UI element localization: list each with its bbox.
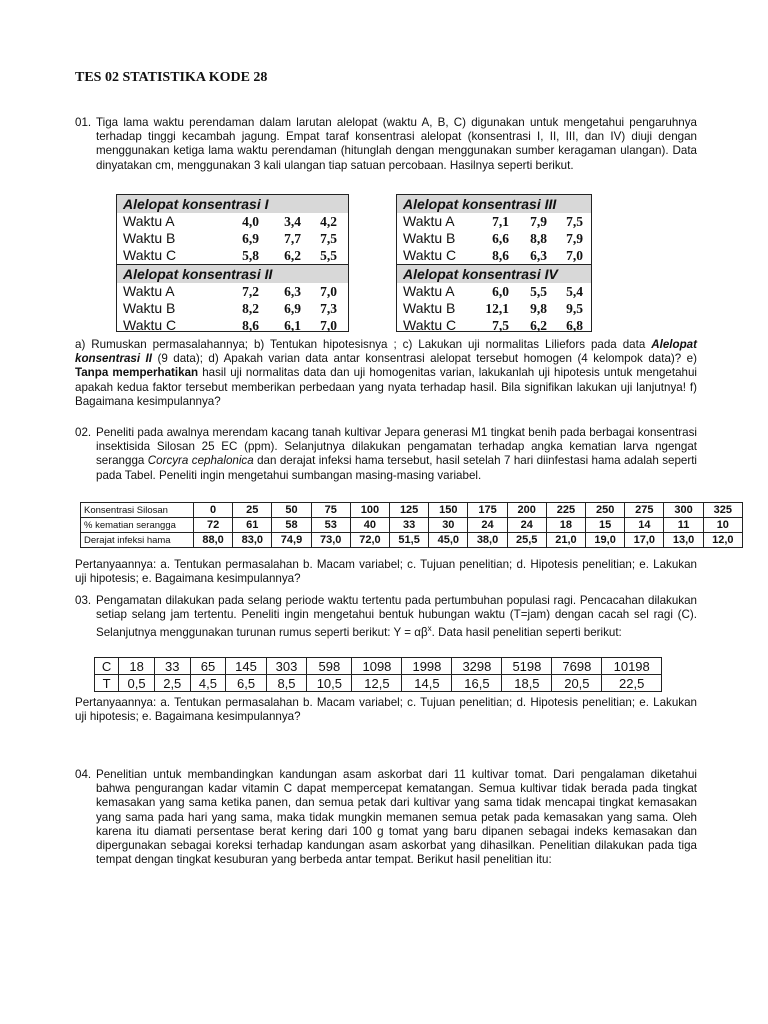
cell: 250: [586, 503, 625, 518]
cell: 72,0: [350, 533, 389, 548]
cell: 8,5: [266, 675, 306, 692]
question-number: 02.: [75, 426, 92, 439]
table-row: [95, 658, 662, 675]
question-3-text: Pengamatan dilakukan pada selang periode waktu tertentu pada pertumbuhan populasi ragi. Pencacahan dilakukan setiap selang jam tertentu. Peneliti ingin mengetahui bentuk hubungan waktu (T=jam) dengan cacah sel ragi (C). Selanjutnya menggunakan turunan rumus seperti berikut:: [96, 594, 697, 640]
row-label: Waktu A: [123, 213, 175, 229]
cell: 18,5: [502, 675, 552, 692]
cell: 33: [390, 518, 429, 533]
cell: 83,0: [233, 533, 272, 548]
value-cell: 7,9: [566, 231, 583, 246]
value-cell: 3,4: [284, 214, 301, 229]
cell: 16,5: [452, 675, 502, 692]
table-row: [81, 533, 743, 548]
row-label: Konsentrasi Silosan: [81, 503, 194, 518]
cell: 65: [190, 658, 226, 675]
cell: 14: [625, 518, 664, 533]
group-header: Alelopat konsentrasi II: [117, 264, 348, 283]
row-label: C: [95, 658, 119, 675]
value-cell: 8,6: [492, 248, 509, 263]
cell: 275: [625, 503, 664, 518]
row-label: Waktu A: [403, 283, 455, 299]
value-cell: 7,5: [566, 214, 583, 229]
cell: 14,5: [402, 675, 452, 692]
group-header: Alelopat konsentrasi III: [397, 195, 591, 213]
cell: 17,0: [625, 533, 664, 548]
cell: 51,5: [390, 533, 429, 548]
row-label: Waktu C: [403, 317, 457, 333]
row-label: Waktu B: [123, 300, 176, 316]
cell: 12,5: [352, 675, 402, 692]
subquestion-text-b: (9 data); d) Apakah varian data antar konsentrasi alelopat tersebut homogen (4 kelompok data)? e): [157, 352, 697, 366]
question-3-text-end: . Data hasil penelitian seperti berikut:: [431, 626, 622, 640]
table-row: [81, 503, 743, 518]
cell: 325: [703, 503, 742, 518]
cell: 88,0: [194, 533, 233, 548]
cell: 24: [468, 518, 507, 533]
question-2-text-b: dan derajat infeksi hama tersebut, hasil setelah 7 hari diinfestasi hama adalah seperti pada Tabel. Peneliti ingin mengetahui sumbangan masing-masing variabel.: [96, 454, 697, 482]
cell: 45,0: [429, 533, 468, 548]
page-title: TES 02 STATISTIKA KODE 28: [75, 70, 268, 85]
cell: 38,0: [468, 533, 507, 548]
value-cell: 4,2: [320, 214, 337, 229]
value-cell: 7,7: [284, 231, 301, 246]
cell: 25,5: [507, 533, 546, 548]
row-label: Derajat infeksi hama: [81, 533, 194, 548]
value-cell: 5,5: [320, 248, 337, 263]
value-cell: 9,5: [566, 301, 583, 316]
cell: 6,5: [226, 675, 266, 692]
question-3: [75, 594, 697, 640]
value-cell: 9,8: [530, 301, 547, 316]
cell: 11: [664, 518, 703, 533]
cell: 125: [390, 503, 429, 518]
subquestion-text-c: hasil uji normalitas data dan uji homogenitas varian, lakukanlah uji hipotesis untuk mengetahui apakah kedua faktor tersebut memberikan perbedaan yang nyata terhadap hasil. Bila signifikan lakukan uji lanjutnya! f) Bagaimana kesimpulannya?: [75, 366, 697, 408]
question-3-questions: Pertanyaannya: a. Tentukan permasalahan b. Macam variabel; c. Tujuan penelitian; d. Hipotesis penelitian; e. Lakukan uji hipotesis; e. Bagaimana kesimpulannya?: [75, 696, 697, 724]
question-4: [75, 768, 697, 867]
group-header: Alelopat konsentrasi I: [117, 195, 348, 213]
cell: 598: [307, 658, 352, 675]
cell: 73,0: [311, 533, 350, 548]
cell: 4,5: [190, 675, 226, 692]
ragi-table: [94, 657, 662, 692]
subquestion-emphasis-2: Tanpa memperhatikan: [75, 366, 199, 380]
question-2-subquestions: [75, 558, 697, 586]
cell: 13,0: [664, 533, 703, 548]
row-label: Waktu C: [123, 247, 177, 263]
value-cell: 7,3: [320, 301, 337, 316]
value-cell: 5,5: [530, 284, 547, 299]
cell: 61: [233, 518, 272, 533]
subquestion-emphasis: Alelopat konsentrasi II: [75, 338, 697, 366]
value-cell: 6,3: [284, 284, 301, 299]
value-cell: 8,2: [242, 301, 259, 316]
cell: 30: [429, 518, 468, 533]
species-name: Corcyra cephalonica: [147, 454, 254, 468]
question-3-subquestions: [75, 696, 697, 724]
value-cell: 7,0: [320, 284, 337, 299]
value-cell: 7,0: [320, 318, 337, 333]
box-konsentrasi-3-4: [396, 194, 592, 332]
cell: 10: [703, 518, 742, 533]
question-2: [75, 426, 697, 483]
question-number: 03.: [75, 594, 92, 607]
value-cell: 7,2: [242, 284, 259, 299]
cell: 21,0: [546, 533, 585, 548]
question-2-questions: Pertanyaannya: a. Tentukan permasalahan b. Macam variabel; c. Tujuan penelitian; d. Hipotesis penelitian; e. Lakukan uji hipotesis; e. Bagaimana kesimpulannya?: [75, 558, 697, 586]
cell: 0: [194, 503, 233, 518]
cell: 15: [586, 518, 625, 533]
value-cell: 6,2: [284, 248, 301, 263]
value-cell: 6,8: [566, 318, 583, 333]
silosan-table: [80, 502, 743, 548]
table-row: [81, 518, 743, 533]
value-cell: 6,2: [530, 318, 547, 333]
cell: 0,5: [119, 675, 155, 692]
subquestion-text-a: a) Rumuskan permasalahannya; b) Tentukan hipotesisnya ; c) Lakukan uji normalitas Liliefors pada data: [75, 338, 646, 351]
cell: 58: [272, 518, 311, 533]
cell: 10198: [602, 658, 662, 675]
value-cell: 6,6: [492, 231, 509, 246]
value-cell: 7,0: [566, 248, 583, 263]
question-1-subquestions: [75, 338, 697, 409]
cell: 75: [311, 503, 350, 518]
cell: 225: [546, 503, 585, 518]
cell: 72: [194, 518, 233, 533]
cell: 24: [507, 518, 546, 533]
cell: 150: [429, 503, 468, 518]
value-cell: 7,9: [530, 214, 547, 229]
value-cell: 5,8: [242, 248, 259, 263]
value-cell: 7,1: [492, 214, 509, 229]
cell: 19,0: [586, 533, 625, 548]
row-label: Waktu A: [403, 213, 455, 229]
cell: 1098: [352, 658, 402, 675]
cell: 303: [266, 658, 306, 675]
cell: 145: [226, 658, 266, 675]
value-cell: 5,4: [566, 284, 583, 299]
row-label: Waktu B: [123, 230, 176, 246]
box-konsentrasi-1-2: [116, 194, 349, 332]
question-1: [75, 116, 697, 173]
cell: 200: [507, 503, 546, 518]
cell: 300: [664, 503, 703, 518]
cell: 2,5: [154, 675, 190, 692]
cell: 40: [350, 518, 389, 533]
row-label: Waktu C: [403, 247, 457, 263]
value-cell: 6,0: [492, 284, 509, 299]
cell: 175: [468, 503, 507, 518]
question-number: 04.: [75, 768, 92, 781]
cell: 18: [119, 658, 155, 675]
value-cell: 8,6: [242, 318, 259, 333]
row-label: Waktu C: [123, 317, 177, 333]
value-cell: 6,3: [530, 248, 547, 263]
value-cell: 7,5: [320, 231, 337, 246]
cell: 18: [546, 518, 585, 533]
cell: 5198: [502, 658, 552, 675]
value-cell: 8,8: [530, 231, 547, 246]
value-cell: 12,1: [485, 301, 509, 316]
row-label: Waktu A: [123, 283, 175, 299]
cell: 33: [154, 658, 190, 675]
question-4-text: Penelitian untuk membandingkan kandungan asam askorbat dari 11 kultivar tomat. Dari pengalaman diketahui bahwa pengurangan kadar vitamin C dapat mempercepat kematangan. Semua kultivar tidak berada pada tingkat kemasakan yang sama ketika panen, dan semua petak dari kultivar yang sama tidak mencapai tingkat kemasakan yang sama pada hari yang sama, maka tidak mungkin memanen semua petak pada kemasakan yang sama. Oleh karena itu diamati persentase berat kering dari 100 g tomat yang baru dipanen sebagai indeks kemasakan dan dipergunakan sebagai koreksi terhadap kandungan asam askorbat yang dihasilkan. Penelitian dilakukan pada tiga tempat dengan tingkat kesuburan yang berbeda antar tempat. Berikut hasil penelitian itu:: [96, 768, 697, 867]
cell: 20,5: [552, 675, 602, 692]
formula: $Y = \alpha\beta^x$: [393, 624, 432, 640]
value-cell: 4,0: [242, 214, 259, 229]
question-1-text: Tiga lama waktu perendaman dalam larutan alelopat (waktu A, B, C) digunakan untuk mengetahui pengaruhnya terhadap tinggi kecambah jagung. Empat taraf konsentrasi alelopat (konsentrasi I, II, III, dan IV) diuji dengan menggunakan ketiga lama waktu perendaman (hitunglah dengan menggunakan sumber keragaman ulangan). Data dinyatakan cm, menggunakan 3 kali ulangan tiap satuan percobaan. Hasilnya seperti berikut.: [96, 116, 697, 172]
question-2-text-a: Peneliti pada awalnya merendam kacang tanah kultivar Jepara generasi M1 tingkat benih pada berbagai konsentrasi insektisida Silosan 25 EC (ppm). Selanjutnya dilakukan pengamatan terhadap angka kematian larva ngengat serangga: [96, 426, 697, 468]
value-cell: 7,5: [492, 318, 509, 333]
row-label: % kematian serangga: [81, 518, 194, 533]
cell: 25: [233, 503, 272, 518]
question-number: 01.: [75, 116, 92, 129]
cell: 50: [272, 503, 311, 518]
group-header: Alelopat konsentrasi IV: [397, 264, 591, 283]
cell: 3298: [452, 658, 502, 675]
cell: 1998: [402, 658, 452, 675]
table-row: [95, 675, 662, 692]
cell: 100: [350, 503, 389, 518]
cell: 74,9: [272, 533, 311, 548]
cell: 12,0: [703, 533, 742, 548]
row-label: Waktu B: [403, 300, 456, 316]
cell: 53: [311, 518, 350, 533]
row-label: Waktu B: [403, 230, 456, 246]
value-cell: 6,9: [284, 301, 301, 316]
row-label: T: [95, 675, 119, 692]
cell: 7698: [552, 658, 602, 675]
value-cell: 6,1: [284, 318, 301, 333]
cell: 22,5: [602, 675, 662, 692]
value-cell: 6,9: [242, 231, 259, 246]
cell: 10,5: [307, 675, 352, 692]
